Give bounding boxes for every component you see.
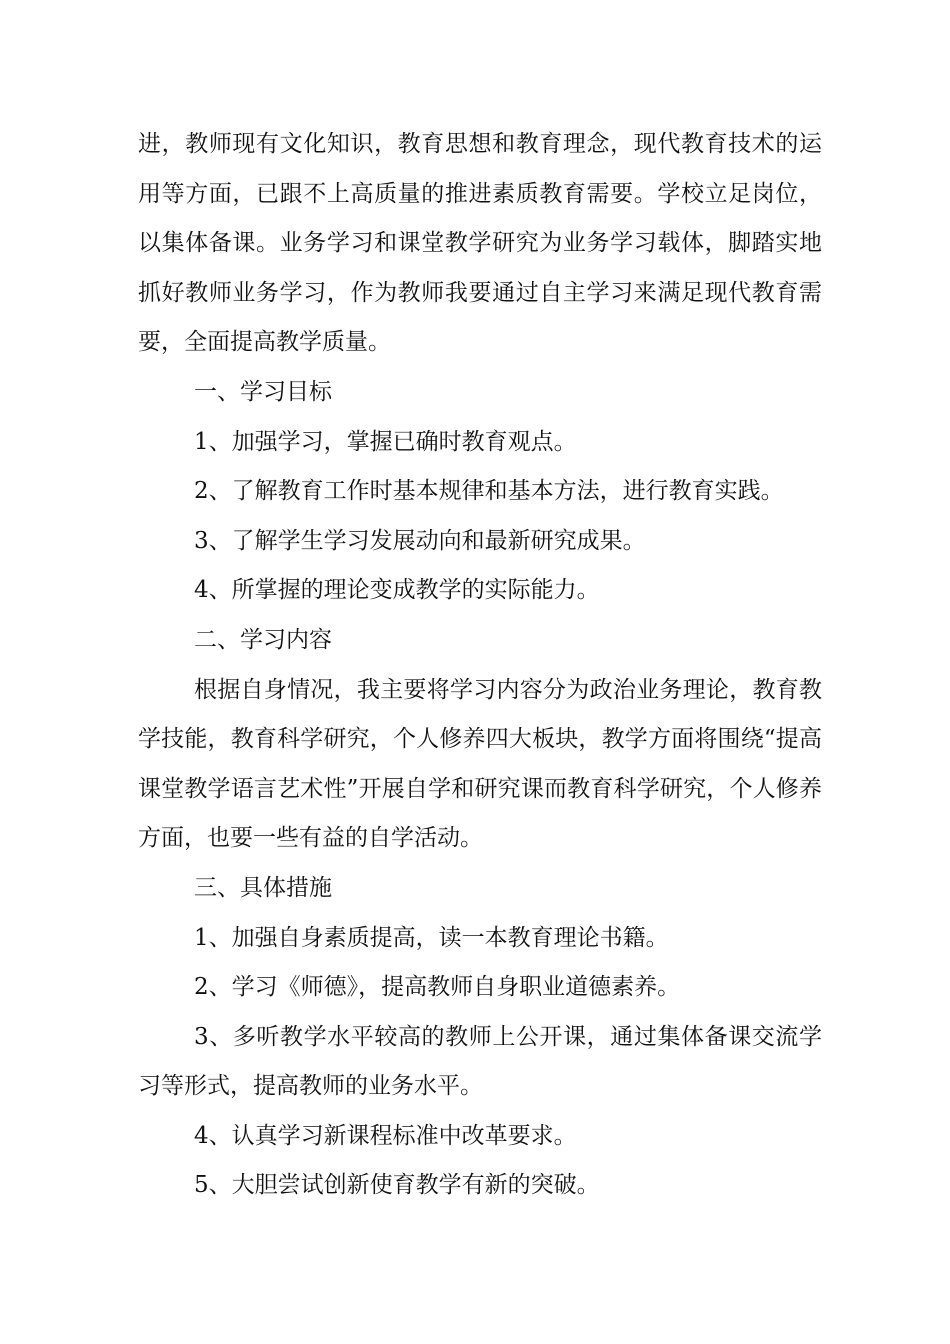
measure-item-4: 4、认真学习新课程标准中改革要求。 <box>194 1122 577 1149</box>
document-body <box>138 120 822 1211</box>
section-heading-measures: 三、具体措施 <box>194 874 332 901</box>
goal-item-1: 1、加强学习，掌握已确时教育观点。 <box>194 428 577 455</box>
measure-item-1: 1、加强自身素质提高，读一本教育理论书籍。 <box>194 924 669 951</box>
measure-item-3: 3、多听教学水平较高的教师上公开课，通过集体备课交流学习等形式，提高教师的业务水平。 <box>138 1023 822 1100</box>
intro-paragraph: 进，教师现有文化知识，教育思想和教育理念，现代教育技术的运用等方面，已跟不上高质量的推进素质教育需要。学校立足岗位，以集体备课。业务学习和课堂教学研究为业务学习载体，脚踏实地抓好教师业务学习，作为教师我要通过自主学习来满足现代教育需要，全面提高教学质量。 <box>138 131 822 356</box>
section-heading-content: 二、学习内容 <box>194 626 332 653</box>
measure-item-2: 2、学习《师德》，提高教师自身职业道德素养。 <box>194 974 681 1001</box>
goal-item-3: 3、了解学生学习发展动向和最新研究成果。 <box>194 527 646 554</box>
goal-item-2: 2、了解教育工作时基本规律和基本方法，进行教育实践。 <box>194 478 784 505</box>
goal-item-4: 4、所掌握的理论变成教学的实际能力。 <box>194 577 600 604</box>
content-paragraph: 根据自身情况，我主要将学习内容分为政治业务理论，教育教学技能，教育科学研究，个人修养四大板块，教学方面将围绕“提高课堂教学语言艺术性”开展自学和研究课而教育科学研究，个人修养方面，也要一些有益的自学活动。 <box>138 676 822 852</box>
measure-item-5: 5、大胆尝试创新使育教学有新的突破。 <box>194 1172 600 1199</box>
section-heading-goals: 一、学习目标 <box>194 378 332 405</box>
